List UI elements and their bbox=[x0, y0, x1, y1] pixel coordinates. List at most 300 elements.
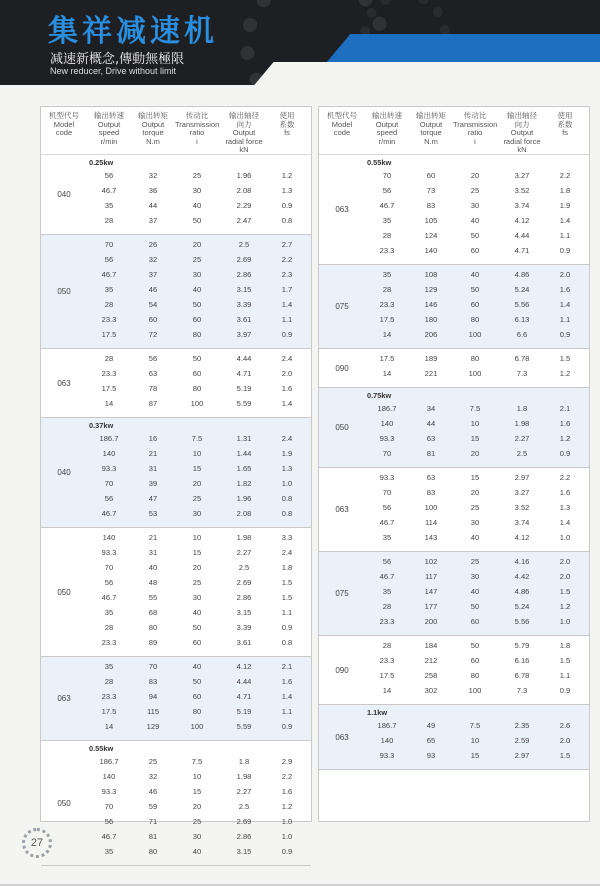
table-cell: 70 bbox=[148, 662, 158, 671]
table-row bbox=[365, 554, 589, 569]
table-cell: 115 bbox=[146, 707, 160, 716]
table-row bbox=[365, 401, 589, 416]
table-cell: 32 bbox=[148, 255, 158, 264]
table-cell: 17.5 bbox=[101, 330, 117, 339]
table-cell: 30 bbox=[470, 201, 480, 210]
table-cell: 1.96 bbox=[236, 171, 252, 180]
table-cell: 1.4 bbox=[559, 518, 571, 527]
table-cell: 23.3 bbox=[379, 300, 395, 309]
table-cell: 5.19 bbox=[236, 707, 252, 716]
table-cell: 80 bbox=[470, 354, 480, 363]
table-cell: 28 bbox=[104, 300, 114, 309]
table-cell: 0.9 bbox=[559, 686, 571, 695]
slogan-chinese: 减速新概念,傳動無極限 bbox=[50, 52, 185, 67]
table-cell: 143 bbox=[424, 533, 438, 542]
table-cell: 1.1 bbox=[281, 608, 293, 617]
table-cell: 5.56 bbox=[514, 300, 530, 309]
table-row bbox=[87, 213, 311, 228]
table-cell: 114 bbox=[424, 518, 438, 527]
table-cell: 1.5 bbox=[281, 593, 293, 602]
table-cell: 35 bbox=[104, 847, 114, 856]
model-code: 090 bbox=[335, 363, 349, 373]
table-row bbox=[87, 754, 311, 769]
table-cell: 25 bbox=[192, 817, 202, 826]
table-cell: 14 bbox=[104, 722, 114, 731]
table-cell: 46.7 bbox=[379, 201, 395, 210]
table-row bbox=[365, 213, 589, 228]
table-cell: 117 bbox=[424, 572, 438, 581]
table-cell: 80 bbox=[470, 315, 480, 324]
table-row bbox=[87, 635, 311, 650]
table-cell: 47 bbox=[148, 494, 158, 503]
table-cell: 70 bbox=[382, 449, 392, 458]
service-factor-column-header: 使用 系数 fs bbox=[279, 111, 295, 138]
table-row bbox=[87, 799, 311, 814]
table-cell: 1.8 bbox=[281, 563, 293, 572]
table-cell: 15 bbox=[192, 548, 202, 557]
table-cell: 89 bbox=[148, 638, 158, 647]
spec-table-left bbox=[40, 106, 312, 856]
table-cell: 1.8 bbox=[559, 641, 571, 650]
table-cell: 23.3 bbox=[379, 617, 395, 626]
motor-power-label: 0.37kw bbox=[89, 421, 114, 430]
model-group bbox=[41, 418, 311, 528]
table-cell: 93.3 bbox=[101, 548, 117, 557]
table-cell: 15 bbox=[470, 434, 480, 443]
table-cell: 100 bbox=[190, 722, 204, 731]
table-cell: 2.4 bbox=[281, 354, 293, 363]
table-cell: 21 bbox=[148, 533, 158, 542]
table-cell: 10 bbox=[470, 736, 480, 745]
table-cell: 49 bbox=[426, 721, 436, 730]
table-cell: 56 bbox=[382, 557, 392, 566]
table-cell: 14 bbox=[382, 330, 392, 339]
table-row bbox=[87, 659, 311, 674]
table-row bbox=[365, 614, 589, 629]
model-group bbox=[319, 636, 589, 705]
table-header bbox=[319, 107, 589, 155]
table-cell: 56 bbox=[382, 186, 392, 195]
table-cell: 26 bbox=[148, 240, 158, 249]
table-cell: 2.9 bbox=[281, 757, 293, 766]
table-cell: 1.44 bbox=[236, 449, 252, 458]
table-row bbox=[87, 297, 311, 312]
table-cell: 70 bbox=[104, 240, 114, 249]
table-cell: 3.97 bbox=[236, 330, 252, 339]
model-group bbox=[41, 155, 311, 235]
table-row bbox=[365, 599, 589, 614]
motor-power-label: 0.55kw bbox=[367, 158, 392, 167]
table-cell: 50 bbox=[192, 677, 202, 686]
table-cell: 2.97 bbox=[514, 473, 530, 482]
table-cell: 4.86 bbox=[514, 587, 530, 596]
model-code: 063 bbox=[57, 378, 71, 388]
table-row bbox=[365, 183, 589, 198]
table-cell: 25 bbox=[192, 578, 202, 587]
table-cell: 5.56 bbox=[514, 617, 530, 626]
table-row bbox=[87, 545, 311, 560]
table-cell: 30 bbox=[470, 518, 480, 527]
table-cell: 180 bbox=[424, 315, 438, 324]
table-cell: 25 bbox=[192, 171, 202, 180]
table-cell: 80 bbox=[470, 671, 480, 680]
table-cell: 3.3 bbox=[281, 533, 293, 542]
table-row bbox=[87, 267, 311, 282]
table-cell: 70 bbox=[104, 479, 114, 488]
model-group bbox=[41, 657, 311, 741]
table-cell: 78 bbox=[148, 384, 158, 393]
table-cell: 1.8 bbox=[559, 186, 571, 195]
table-cell: 5.24 bbox=[514, 285, 530, 294]
speed-column-header: 输出转速 Output speed r/min bbox=[94, 111, 124, 146]
table-row bbox=[365, 470, 589, 485]
table-row bbox=[87, 366, 311, 381]
table-cell: 1.0 bbox=[559, 617, 571, 626]
table-cell: 23.3 bbox=[101, 638, 117, 647]
table-cell: 1.31 bbox=[236, 434, 252, 443]
table-cell: 1.2 bbox=[559, 369, 571, 378]
table-row bbox=[365, 446, 589, 461]
table-cell: 3.15 bbox=[236, 847, 252, 856]
table-cell: 4.44 bbox=[236, 677, 252, 686]
table-cell: 81 bbox=[148, 832, 158, 841]
ratio-column-header: 传动比 Transmission ratio i bbox=[175, 111, 220, 146]
table-cell: 2.0 bbox=[281, 369, 293, 378]
table-cell: 80 bbox=[148, 847, 158, 856]
model-group bbox=[319, 155, 589, 265]
table-cell: 3.27 bbox=[514, 488, 530, 497]
table-row bbox=[365, 327, 589, 342]
table-cell: 0.8 bbox=[281, 638, 293, 647]
table-cell: 35 bbox=[104, 662, 114, 671]
table-cell: 71 bbox=[148, 817, 158, 826]
table-cell: 46.7 bbox=[379, 572, 395, 581]
table-cell: 80 bbox=[192, 330, 202, 339]
table-cell: 189 bbox=[424, 354, 438, 363]
table-cell: 2.69 bbox=[236, 255, 252, 264]
model-code: 075 bbox=[335, 302, 349, 311]
table-cell: 2.97 bbox=[514, 751, 530, 760]
table-cell: 2.4 bbox=[281, 434, 293, 443]
table-cell: 23.3 bbox=[101, 692, 117, 701]
table-cell: 140 bbox=[380, 736, 394, 745]
model-code: 040 bbox=[57, 190, 71, 199]
table-cell: 40 bbox=[470, 533, 480, 542]
table-cell: 2.86 bbox=[236, 270, 252, 279]
table-cell: 80 bbox=[192, 384, 202, 393]
table-cell: 2.6 bbox=[559, 721, 571, 730]
code-column-header: 机型代号 Model code bbox=[327, 111, 357, 138]
table-cell: 44 bbox=[148, 201, 158, 210]
table-cell: 50 bbox=[470, 285, 480, 294]
table-row bbox=[87, 351, 311, 366]
table-cell: 3.39 bbox=[236, 300, 252, 309]
table-cell: 2.27 bbox=[236, 787, 252, 796]
table-cell: 4.71 bbox=[514, 246, 530, 255]
table-cell: 186.7 bbox=[99, 434, 119, 443]
table-row bbox=[87, 674, 311, 689]
table-cell: 15 bbox=[470, 473, 480, 482]
table-cell: 30 bbox=[192, 832, 202, 841]
table-cell: 81 bbox=[426, 449, 436, 458]
table-row bbox=[365, 243, 589, 258]
table-cell: 1.8 bbox=[516, 404, 528, 413]
table-cell: 0.8 bbox=[281, 216, 293, 225]
table-cell: 93.3 bbox=[379, 473, 395, 482]
table-cell: 129 bbox=[146, 722, 160, 731]
table-cell: 108 bbox=[424, 270, 438, 279]
table-cell: 302 bbox=[424, 686, 438, 695]
table-cell: 56 bbox=[148, 354, 158, 363]
table-cell: 1.5 bbox=[559, 751, 571, 760]
table-cell: 2.2 bbox=[559, 171, 571, 180]
table-row bbox=[87, 237, 311, 252]
table-cell: 1.0 bbox=[281, 832, 293, 841]
table-cell: 50 bbox=[192, 623, 202, 632]
table-cell: 1.98 bbox=[236, 772, 252, 781]
table-cell: 6.78 bbox=[514, 354, 530, 363]
slogan-english: New reducer, Drive without limit bbox=[50, 66, 177, 76]
table-cell: 56 bbox=[382, 503, 392, 512]
table-cell: 46.7 bbox=[101, 186, 117, 195]
table-cell: 23.3 bbox=[101, 315, 117, 324]
table-row bbox=[365, 366, 589, 381]
table-row bbox=[87, 689, 311, 704]
code-column-header: 机型代号 Model code bbox=[49, 111, 79, 138]
table-cell: 5.59 bbox=[236, 399, 252, 408]
table-cell: 2.3 bbox=[281, 270, 293, 279]
table-row bbox=[87, 476, 311, 491]
table-cell: 4.12 bbox=[514, 533, 530, 542]
table-cell: 15 bbox=[470, 751, 480, 760]
table-cell: 2.86 bbox=[236, 593, 252, 602]
table-cell: 25 bbox=[148, 757, 158, 766]
radial-force-column-header: 输出轴径 向力 Output radial force kN bbox=[503, 111, 541, 155]
table-cell: 94 bbox=[148, 692, 158, 701]
table-cell: 23.3 bbox=[379, 246, 395, 255]
table-cell: 35 bbox=[382, 587, 392, 596]
table-cell: 20 bbox=[192, 563, 202, 572]
table-cell: 102 bbox=[424, 557, 438, 566]
table-cell: 83 bbox=[426, 488, 436, 497]
table-cell: 37 bbox=[148, 216, 158, 225]
model-code: 050 bbox=[57, 587, 71, 597]
model-group bbox=[319, 388, 589, 468]
table-cell: 36 bbox=[148, 186, 158, 195]
table-cell: 1.96 bbox=[236, 494, 252, 503]
table-cell: 46.7 bbox=[101, 593, 117, 602]
table-cell: 2.69 bbox=[236, 817, 252, 826]
table-cell: 37 bbox=[148, 270, 158, 279]
model-group bbox=[319, 468, 589, 552]
table-cell: 4.44 bbox=[514, 231, 530, 240]
table-cell: 2.08 bbox=[236, 509, 252, 518]
table-cell: 1.6 bbox=[559, 488, 571, 497]
table-cell: 60 bbox=[192, 638, 202, 647]
table-row bbox=[365, 500, 589, 515]
table-cell: 50 bbox=[192, 354, 202, 363]
table-row bbox=[87, 168, 311, 183]
table-cell: 16 bbox=[148, 434, 158, 443]
table-cell: 70 bbox=[382, 171, 392, 180]
table-cell: 50 bbox=[192, 300, 202, 309]
table-cell: 35 bbox=[382, 216, 392, 225]
table-cell: 186.7 bbox=[99, 757, 119, 766]
table-row bbox=[365, 297, 589, 312]
table-cell: 14 bbox=[104, 399, 114, 408]
table-cell: 87 bbox=[148, 399, 158, 408]
table-row bbox=[87, 575, 311, 590]
table-cell: 63 bbox=[426, 473, 436, 482]
table-cell: 28 bbox=[382, 641, 392, 650]
table-cell: 63 bbox=[148, 369, 158, 378]
table-row bbox=[365, 668, 589, 683]
table-cell: 2.0 bbox=[559, 557, 571, 566]
table-cell: 140 bbox=[102, 772, 116, 781]
table-cell: 0.9 bbox=[281, 847, 293, 856]
table-cell: 2.35 bbox=[514, 721, 530, 730]
table-cell: 20 bbox=[192, 240, 202, 249]
table-cell: 1.5 bbox=[281, 578, 293, 587]
table-cell: 4.86 bbox=[514, 270, 530, 279]
table-cell: 56 bbox=[104, 255, 114, 264]
table-row bbox=[87, 198, 311, 213]
table-cell: 1.6 bbox=[281, 677, 293, 686]
table-cell: 30 bbox=[192, 270, 202, 279]
table-cell: 1.98 bbox=[236, 533, 252, 542]
table-cell: 129 bbox=[424, 285, 438, 294]
table-cell: 35 bbox=[382, 533, 392, 542]
table-cell: 21 bbox=[148, 449, 158, 458]
table-cell: 1.1 bbox=[281, 315, 293, 324]
table-row bbox=[87, 704, 311, 719]
table-cell: 28 bbox=[382, 602, 392, 611]
table-row bbox=[87, 719, 311, 734]
table-cell: 1.1 bbox=[559, 231, 571, 240]
table-cell: 56 bbox=[104, 578, 114, 587]
table-row bbox=[87, 491, 311, 506]
table-cell: 32 bbox=[148, 772, 158, 781]
table-cell: 25 bbox=[192, 255, 202, 264]
table-cell: 25 bbox=[470, 557, 480, 566]
model-code: 063 bbox=[335, 505, 349, 514]
table-row bbox=[365, 351, 589, 366]
table-cell: 40 bbox=[470, 216, 480, 225]
table-cell: 1.3 bbox=[281, 186, 293, 195]
table-row bbox=[87, 252, 311, 267]
table-cell: 1.9 bbox=[559, 201, 571, 210]
table-cell: 1.3 bbox=[559, 503, 571, 512]
table-cell: 10 bbox=[192, 449, 202, 458]
table-cell: 1.6 bbox=[281, 384, 293, 393]
table-row bbox=[365, 733, 589, 748]
table-cell: 3.61 bbox=[236, 638, 252, 647]
table-cell: 6.6 bbox=[516, 330, 528, 339]
table-cell: 100 bbox=[468, 330, 482, 339]
table-cell: 1.4 bbox=[559, 216, 571, 225]
table-cell: 1.5 bbox=[559, 656, 571, 665]
table-row bbox=[365, 485, 589, 500]
table-cell: 65 bbox=[426, 736, 436, 745]
model-code: 063 bbox=[335, 732, 349, 742]
model-group bbox=[41, 528, 311, 657]
model-group bbox=[41, 741, 311, 866]
table-row bbox=[87, 844, 311, 859]
table-cell: 1.4 bbox=[281, 692, 293, 701]
table-cell: 17.5 bbox=[379, 315, 395, 324]
model-group bbox=[319, 265, 589, 349]
table-cell: 147 bbox=[424, 587, 438, 596]
table-cell: 56 bbox=[104, 494, 114, 503]
table-row bbox=[87, 814, 311, 829]
table-cell: 30 bbox=[192, 593, 202, 602]
table-cell: 35 bbox=[382, 270, 392, 279]
model-group bbox=[41, 349, 311, 418]
table-cell: 3.61 bbox=[236, 315, 252, 324]
table-cell: 3.27 bbox=[514, 171, 530, 180]
table-cell: 7.5 bbox=[469, 721, 481, 730]
table-row bbox=[365, 168, 589, 183]
table-cell: 2.7 bbox=[281, 240, 293, 249]
table-cell: 40 bbox=[192, 285, 202, 294]
table-cell: 93.3 bbox=[101, 464, 117, 473]
table-cell: 25 bbox=[470, 503, 480, 512]
table-row bbox=[87, 183, 311, 198]
table-row bbox=[365, 431, 589, 446]
table-cell: 7.3 bbox=[516, 686, 528, 695]
table-cell: 5.59 bbox=[236, 722, 252, 731]
table-cell: 140 bbox=[102, 449, 116, 458]
table-cell: 186.7 bbox=[377, 404, 397, 413]
table-cell: 10 bbox=[192, 533, 202, 542]
motor-power-label: 1.1kw bbox=[367, 708, 388, 717]
table-cell: 4.12 bbox=[514, 216, 530, 225]
table-cell: 54 bbox=[148, 300, 158, 309]
table-cell: 34 bbox=[426, 404, 436, 413]
table-cell: 7.5 bbox=[469, 404, 481, 413]
table-cell: 48 bbox=[148, 578, 158, 587]
table-cell: 3.74 bbox=[514, 518, 530, 527]
table-cell: 93.3 bbox=[379, 751, 395, 760]
table-cell: 20 bbox=[470, 171, 480, 180]
table-cell: 44 bbox=[426, 419, 436, 428]
model-group bbox=[319, 552, 589, 636]
table-cell: 1.0 bbox=[281, 479, 293, 488]
table-row bbox=[87, 506, 311, 521]
table-cell: 46.7 bbox=[101, 270, 117, 279]
table-cell: 1.0 bbox=[281, 817, 293, 826]
table-cell: 2.08 bbox=[236, 186, 252, 195]
table-row bbox=[365, 228, 589, 243]
table-cell: 2.4 bbox=[281, 548, 293, 557]
table-cell: 2.5 bbox=[238, 240, 250, 249]
model-code: 050 bbox=[57, 798, 71, 808]
table-row bbox=[365, 638, 589, 653]
table-cell: 1.98 bbox=[514, 419, 530, 428]
table-cell: 2.27 bbox=[236, 548, 252, 557]
table-cell: 1.2 bbox=[281, 802, 293, 811]
table-cell: 40 bbox=[192, 847, 202, 856]
table-row bbox=[87, 461, 311, 476]
table-cell: 2.86 bbox=[236, 832, 252, 841]
table-cell: 1.0 bbox=[559, 533, 571, 542]
service-factor-column-header: 使用 系数 fs bbox=[557, 111, 573, 138]
ratio-column-header: 传动比 Transmission ratio i bbox=[453, 111, 498, 146]
table-cell: 105 bbox=[424, 216, 438, 225]
speed-column-header: 输出转速 Output speed r/min bbox=[372, 111, 402, 146]
table-cell: 2.69 bbox=[236, 578, 252, 587]
table-cell: 1.82 bbox=[236, 479, 252, 488]
